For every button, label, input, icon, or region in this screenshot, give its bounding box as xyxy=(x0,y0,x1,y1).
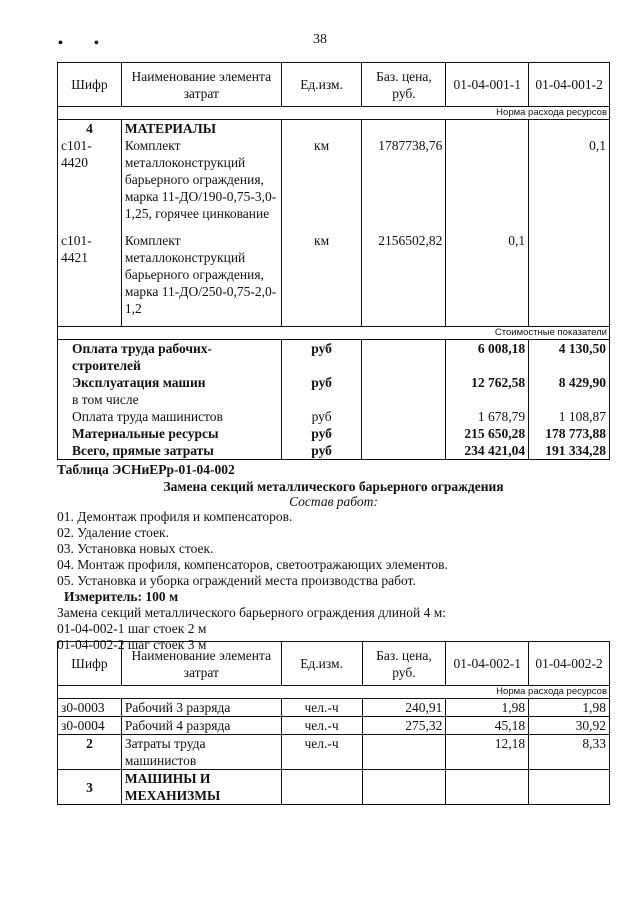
cost-row-name: Оплата труда машинистов xyxy=(58,408,282,425)
scan-mark: • xyxy=(94,36,99,51)
scan-mark: • xyxy=(58,36,63,51)
row-price: 1787738,76 xyxy=(362,137,446,232)
cost-row-name: Оплата труда рабочих-строителей xyxy=(58,339,282,374)
section-subtitle: Замена секций металлического барьерного ограждения xyxy=(163,479,504,494)
row-v1 xyxy=(446,137,529,232)
row-unit: км xyxy=(281,137,362,232)
variant-item: 01-04-002-1 шаг стоек 2 м xyxy=(57,621,207,636)
header-col1: 01-04-001-1 xyxy=(446,63,529,107)
row-name: Рабочий 3 разряда xyxy=(121,699,281,717)
header-col2: 01-04-002-2 xyxy=(529,642,610,686)
row-v2: 0,1 xyxy=(529,137,610,232)
row-code: 2 xyxy=(58,735,122,770)
variant-item: 01-04-002-2 шаг стоек 3 м xyxy=(57,637,207,652)
composition-label: Состав работ: xyxy=(289,494,378,509)
table-title: Таблица ЭСНиЕРр-01-04-002 xyxy=(57,462,235,477)
cost-row-v1: 1 678,79 xyxy=(446,408,529,425)
cost-row-name: Всего, прямые затраты xyxy=(58,442,282,460)
row-name: Затраты труда машинистов xyxy=(121,735,281,770)
row-unit: км xyxy=(281,232,362,326)
row-code: с101-4420 xyxy=(58,137,122,232)
row-price: 240,91 xyxy=(362,699,446,717)
header-name: Наименование элемента затрат xyxy=(121,642,281,686)
work-item: 05. Установка и уборка ограждений места производства работ. xyxy=(57,573,416,588)
row-code: з0-0004 xyxy=(58,717,122,735)
cost-row-v1: 12 762,58 xyxy=(446,374,529,391)
row-name: Комплект металлоконструкций барьерного ограждения, марка 11-ДО/250-0,75-2,0-1,2 xyxy=(121,232,281,326)
cost-row-name: Эксплуатация машин xyxy=(58,374,282,391)
cost-row-v2: 8 429,90 xyxy=(529,374,610,391)
row-v2: 8,33 xyxy=(529,735,610,770)
cost-row-v2: 1 108,87 xyxy=(529,408,610,425)
row-unit: чел.-ч xyxy=(281,735,362,770)
cost-row-unit: руб xyxy=(281,425,362,442)
cost-row-name: Материальные ресурсы xyxy=(58,425,282,442)
row-v2: 30,92 xyxy=(529,717,610,735)
meter-description: Замена секций металлического барьерного ограждения длиной 4 м: xyxy=(57,605,446,620)
cost-row-v2: 178 773,88 xyxy=(529,425,610,442)
norm-label: Норма расхода ресурсов xyxy=(58,107,610,120)
cost-row-v1: 215 650,28 xyxy=(446,425,529,442)
resource-table-1 xyxy=(57,62,610,460)
row-unit: чел.-ч xyxy=(281,717,362,735)
cost-row-unit: руб xyxy=(281,442,362,460)
row-price: 2156502,82 xyxy=(362,232,446,326)
row-code: з0-0003 xyxy=(58,699,122,717)
row-v2: 1,98 xyxy=(529,699,610,717)
header-price: Баз. цена, руб. xyxy=(362,63,446,107)
cost-row-v2: 4 130,50 xyxy=(529,339,610,374)
header-code: Шифр xyxy=(58,642,122,686)
section-num: 4 xyxy=(58,120,122,138)
meter-label: Измеритель: 100 м xyxy=(64,589,179,604)
row-unit: чел.-ч xyxy=(281,699,362,717)
row-name: Рабочий 4 разряда xyxy=(121,717,281,735)
row-name: МАШИНЫ И МЕХАНИЗМЫ xyxy=(121,770,281,805)
cost-label: Стоимостные показатели xyxy=(58,326,610,339)
header-price: Баз. цена, руб. xyxy=(362,642,446,686)
cost-row-unit: руб xyxy=(281,339,362,374)
header-name: Наименование элемента затрат xyxy=(121,63,281,107)
resource-table-2 xyxy=(57,641,610,805)
header-col1: 01-04-002-1 xyxy=(446,642,529,686)
row-price: 275,32 xyxy=(362,717,446,735)
row-price xyxy=(362,735,446,770)
row-code: с101-4421 xyxy=(58,232,122,326)
row-v1: 1,98 xyxy=(446,699,529,717)
cost-row-unit: руб xyxy=(281,408,362,425)
row-code: 3 xyxy=(58,770,122,805)
section-title: МАТЕРИАЛЫ xyxy=(121,120,281,138)
header-unit: Ед.изм. xyxy=(281,63,362,107)
cost-row-v1: 6 008,18 xyxy=(446,339,529,374)
work-item: 01. Демонтаж профиля и компенсаторов. xyxy=(57,509,293,524)
work-item: 04. Монтаж профиля, компенсаторов, светоотражающих элементов. xyxy=(57,557,448,572)
work-item: 03. Установка новых стоек. xyxy=(57,541,214,556)
header-unit: Ед.изм. xyxy=(281,642,362,686)
cost-row-v2: 191 334,28 xyxy=(529,442,610,460)
header-code: Шифр xyxy=(58,63,122,107)
cost-row-unit: руб xyxy=(281,374,362,391)
cost-row-v1: 234 421,04 xyxy=(446,442,529,460)
row-name: Комплект металлоконструкций барьерного ограждения, марка 11-ДО/190-0,75-3,0-1,25, горячее цинкование xyxy=(121,137,281,232)
norm-label: Норма расхода ресурсов xyxy=(58,686,610,699)
row-v1: 45,18 xyxy=(446,717,529,735)
row-v1: 0,1 xyxy=(446,232,529,326)
page-number: 38 xyxy=(313,32,327,47)
row-v2 xyxy=(529,232,610,326)
row-v1: 12,18 xyxy=(446,735,529,770)
cost-row-name: в том числе xyxy=(58,391,282,408)
header-col2: 01-04-001-2 xyxy=(529,63,610,107)
work-item: 02. Удаление стоек. xyxy=(57,525,169,540)
